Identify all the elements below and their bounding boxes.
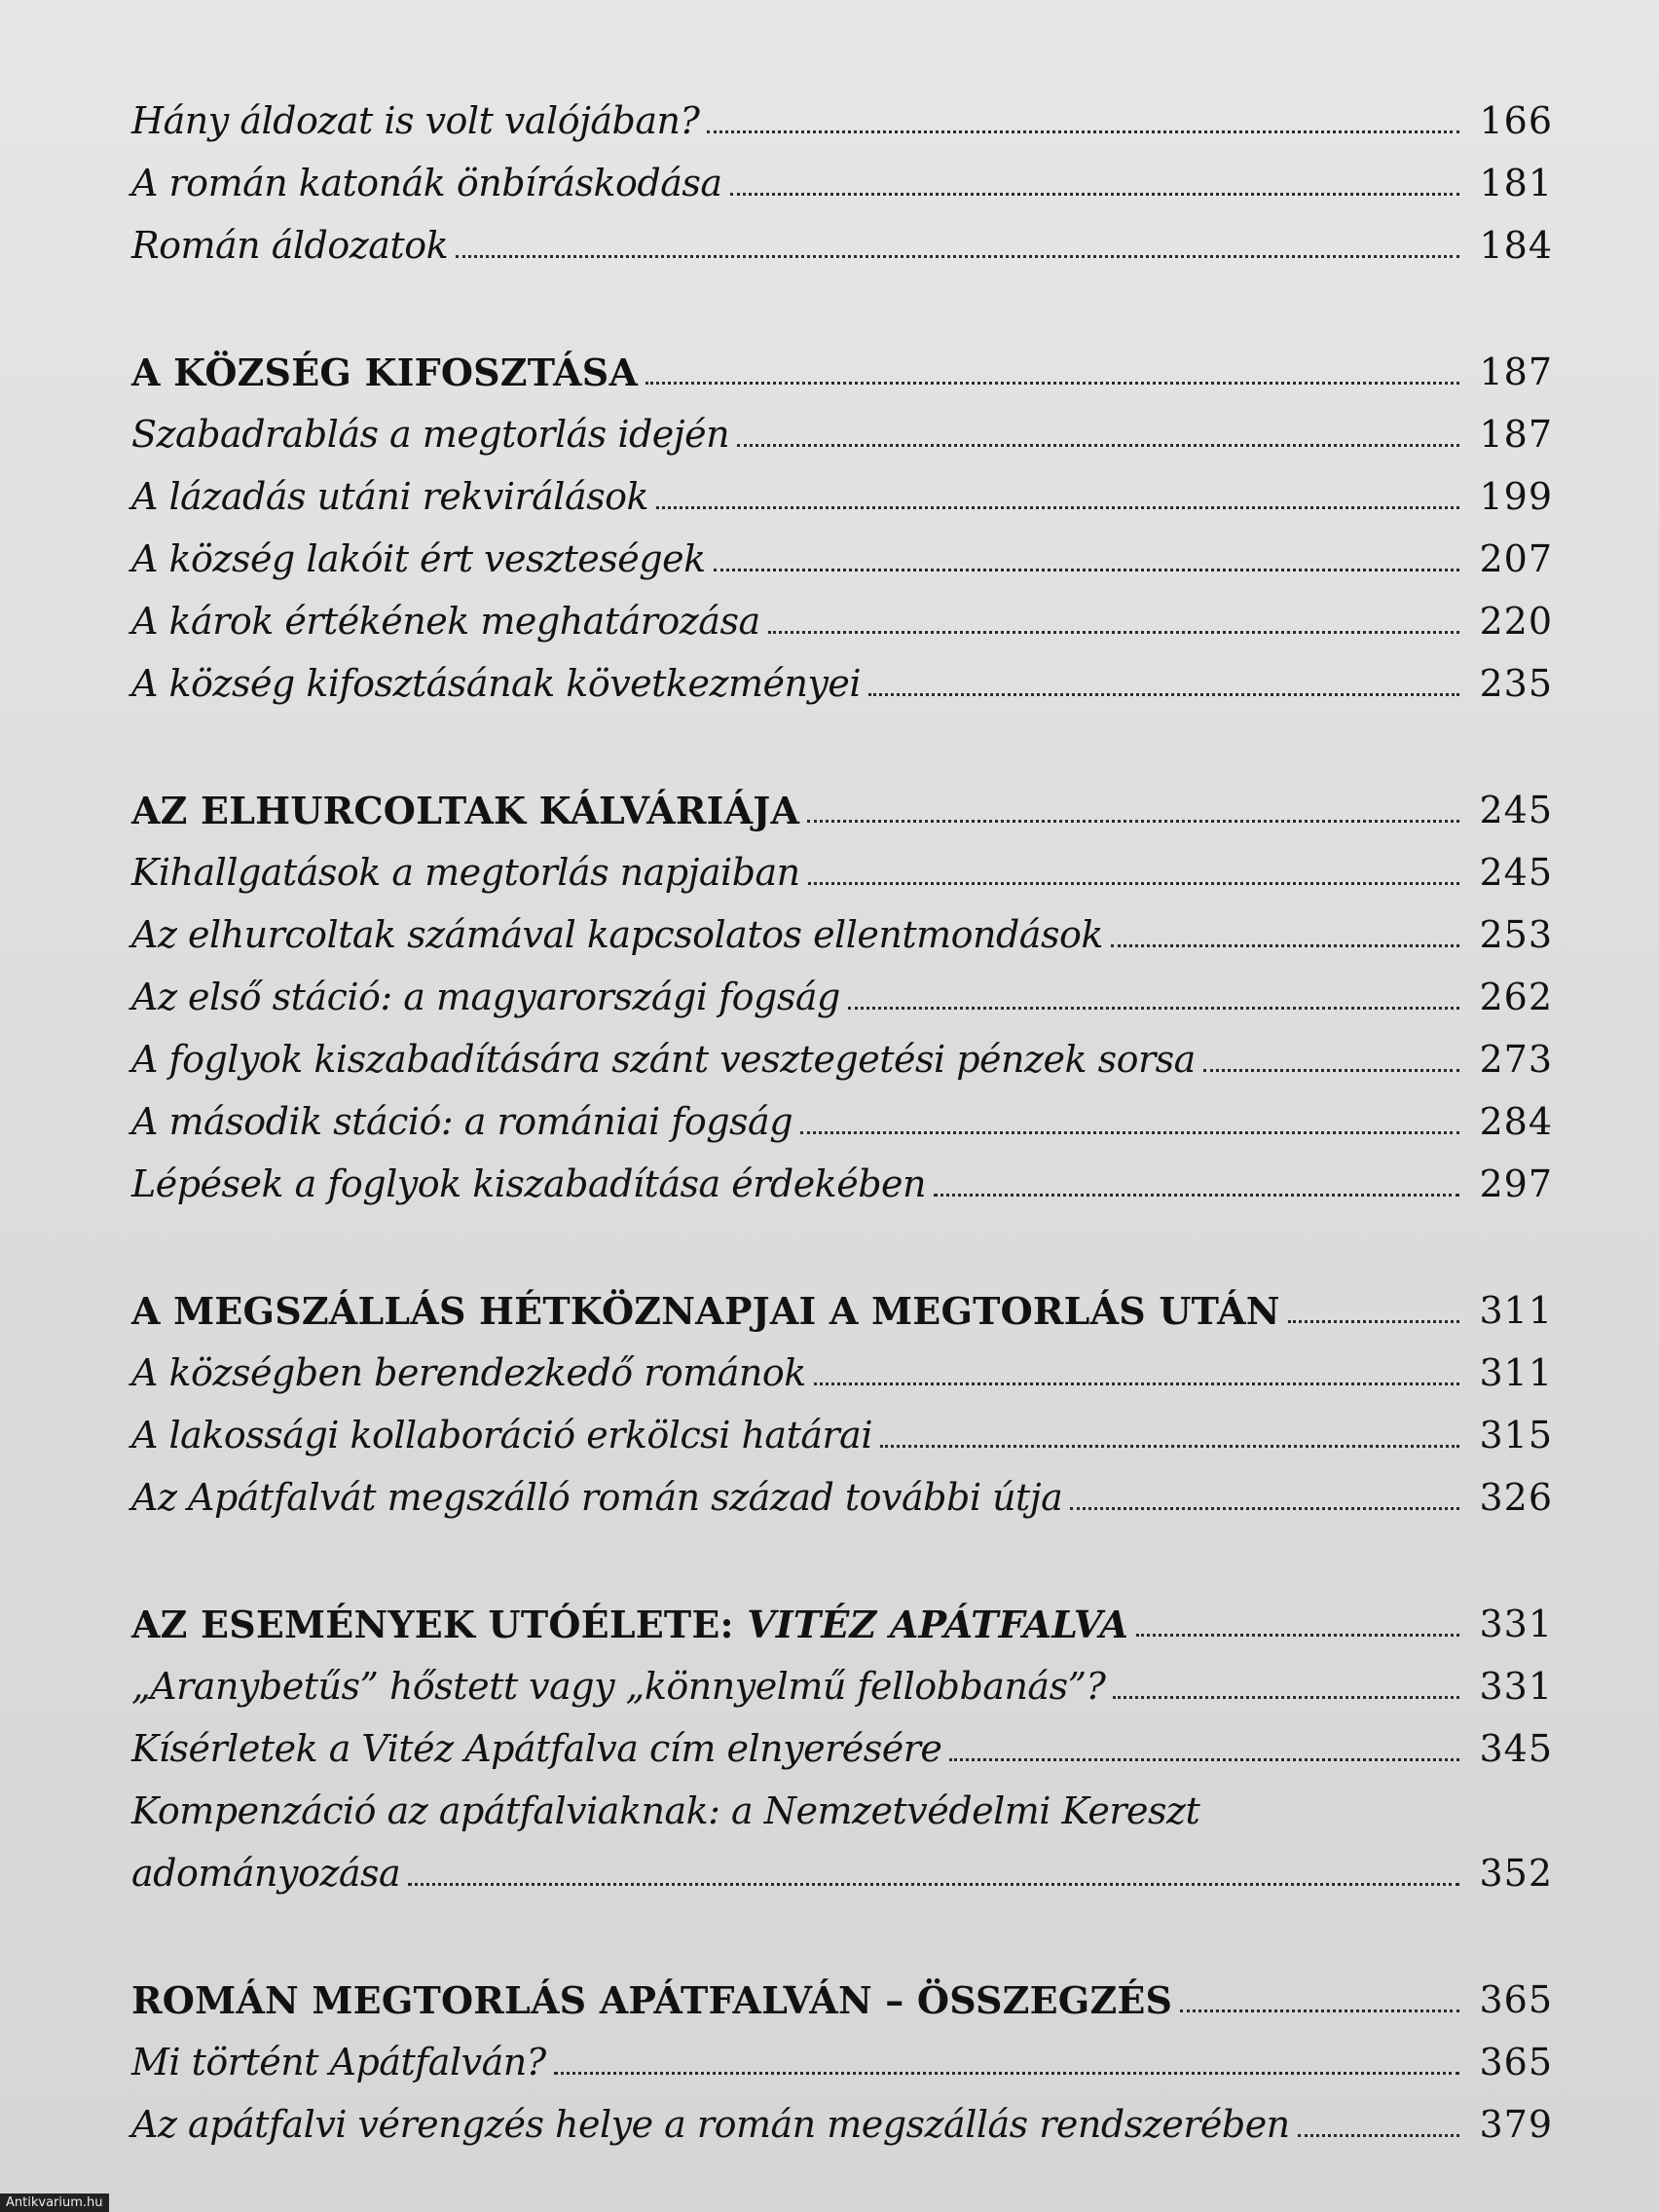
title-text: A foglyok kiszabadítására szánt vesztegetési pénzek sorsa bbox=[131, 1038, 1196, 1082]
toc-entry[interactable] bbox=[131, 1645, 1553, 1708]
title-text: Kihallgatások a megtorlás napjaiban bbox=[131, 851, 800, 895]
title-text: Szabadrablás a megtorlás idején bbox=[131, 413, 730, 457]
title-text: A károk értékének meghatározása bbox=[131, 600, 760, 644]
dot-leader bbox=[1113, 1696, 1459, 1699]
dot-leader bbox=[408, 1883, 1459, 1886]
dot-leader bbox=[1203, 1069, 1459, 1072]
dot-leader bbox=[808, 882, 1459, 885]
page-number: 297 bbox=[1479, 1162, 1553, 1206]
toc-entry-title bbox=[131, 226, 448, 267]
toc-entry[interactable] bbox=[131, 2083, 1553, 2146]
dot-leader bbox=[1070, 1507, 1459, 1510]
page-number: 245 bbox=[1479, 851, 1553, 895]
title-text: Az apátfalvi vérengzés helye a román megszállás rendszerében bbox=[131, 2103, 1290, 2147]
dot-leader bbox=[880, 1445, 1459, 1448]
title-italic-text: VITÉZ APÁTFALVA bbox=[747, 1603, 1129, 1647]
title-text: Kísérletek a Vitéz Apátfalva cím elnyerésére bbox=[131, 1727, 942, 1771]
dot-leader bbox=[707, 130, 1459, 133]
toc-entry[interactable] bbox=[131, 393, 1553, 456]
toc-entry[interactable] bbox=[131, 1456, 1553, 1519]
toc-entry[interactable] bbox=[131, 580, 1553, 643]
toc-entry-title bbox=[131, 1040, 1196, 1081]
toc-entry-title bbox=[131, 1353, 806, 1394]
dot-leader bbox=[1136, 1634, 1459, 1637]
toc-entry-title bbox=[131, 415, 729, 456]
watermark-label: Antikvarium.hu bbox=[0, 2194, 109, 2212]
section-gap bbox=[131, 267, 1553, 331]
toc-entry-title bbox=[131, 1102, 793, 1143]
toc-entry-title bbox=[131, 1667, 1105, 1708]
page-number: 253 bbox=[1479, 913, 1553, 957]
toc-section-heading[interactable] bbox=[131, 1583, 1553, 1645]
page-number: 365 bbox=[1479, 2041, 1553, 2084]
section-title bbox=[131, 1291, 1280, 1332]
dot-leader bbox=[714, 569, 1459, 571]
section-title bbox=[131, 352, 638, 393]
toc-entry[interactable] bbox=[131, 1081, 1553, 1143]
dot-leader bbox=[807, 820, 1459, 823]
toc-entry-title bbox=[131, 539, 706, 580]
title-text: Lépések a foglyok kiszabadítása érdekében bbox=[131, 1162, 926, 1206]
page-number: 184 bbox=[1479, 224, 1553, 268]
page-number: 379 bbox=[1479, 2103, 1553, 2147]
toc-entry[interactable] bbox=[131, 1143, 1553, 1205]
title-text: Hány áldozat is volt valójában? bbox=[131, 99, 700, 143]
title-text: Az első stáció: a magyarországi fogság bbox=[131, 976, 840, 1019]
toc-entry-title bbox=[131, 1164, 926, 1205]
page-number: 181 bbox=[1479, 162, 1553, 205]
title-text: Mi történt Apátfalván? bbox=[131, 2041, 546, 2084]
dot-leader bbox=[656, 506, 1459, 509]
page-number: 235 bbox=[1479, 662, 1553, 706]
toc-entry[interactable] bbox=[131, 518, 1553, 580]
title-text: Az Apátfalvát megszálló román század további útja bbox=[131, 1476, 1063, 1520]
toc-entry[interactable] bbox=[131, 142, 1553, 204]
toc-section-heading[interactable] bbox=[131, 1959, 1553, 2021]
toc-entry-title bbox=[131, 477, 648, 518]
section-gap bbox=[131, 1895, 1553, 1959]
toc-entry-title bbox=[131, 915, 1103, 956]
title-text: ROMÁN MEGTORLÁS APÁTFALVÁN – ÖSSZEGZÉS bbox=[131, 1978, 1173, 2023]
title-text: A román katonák önbíráskodása bbox=[131, 162, 722, 205]
page-number: 315 bbox=[1479, 1414, 1553, 1457]
toc-entry-title bbox=[131, 164, 722, 204]
dot-leader bbox=[554, 2072, 1459, 2075]
toc-entry[interactable] bbox=[131, 643, 1553, 705]
page-number: 331 bbox=[1479, 1665, 1553, 1709]
section-title bbox=[131, 1604, 1128, 1645]
toc-entry[interactable] bbox=[131, 1018, 1553, 1081]
title-text: A KÖZSÉG KIFOSZTÁSA bbox=[131, 350, 639, 395]
page-number: 331 bbox=[1479, 1603, 1553, 1646]
page-number: 352 bbox=[1479, 1852, 1553, 1896]
dot-leader bbox=[768, 631, 1459, 634]
title-text: A lázadás utáni rekvirálások bbox=[131, 475, 649, 519]
page-number: 220 bbox=[1479, 600, 1553, 644]
toc-entry-title bbox=[131, 1416, 872, 1456]
section-gap bbox=[131, 705, 1553, 769]
title-text: A MEGSZÁLLÁS HÉTKÖZNAPJAI A MEGTORLÁS UTÁN bbox=[131, 1289, 1280, 1334]
toc-entry[interactable] bbox=[131, 894, 1553, 956]
toc-entry-title bbox=[131, 602, 760, 643]
dot-leader bbox=[737, 444, 1459, 447]
toc-section-heading[interactable] bbox=[131, 769, 1553, 831]
dot-leader bbox=[814, 1382, 1459, 1385]
toc-entry-title bbox=[131, 977, 840, 1018]
page-number: 245 bbox=[1479, 789, 1553, 832]
page-number: 326 bbox=[1479, 1476, 1553, 1520]
toc-entry[interactable] bbox=[131, 1708, 1553, 1770]
toc-entry-title: adományozása bbox=[131, 1852, 401, 1896]
dot-leader bbox=[800, 1131, 1459, 1134]
toc-entry[interactable] bbox=[131, 956, 1553, 1018]
dot-leader bbox=[1298, 2134, 1459, 2137]
title-text: A második stáció: a romániai fogság bbox=[131, 1100, 793, 1144]
dot-leader bbox=[1111, 944, 1459, 947]
dot-leader bbox=[730, 193, 1459, 196]
page-number: 273 bbox=[1479, 1038, 1553, 1082]
title-text: A lakossági kollaboráció erkölcsi határai bbox=[131, 1414, 872, 1457]
dot-leader bbox=[848, 1007, 1459, 1010]
page-number: 311 bbox=[1479, 1351, 1553, 1395]
page-number: 199 bbox=[1479, 475, 1553, 519]
dot-leader bbox=[1180, 2009, 1459, 2012]
toc-entry[interactable] bbox=[131, 831, 1553, 894]
page-number: 187 bbox=[1479, 350, 1553, 394]
toc-entry[interactable] bbox=[131, 1770, 1553, 1832]
toc-entry[interactable] bbox=[131, 1332, 1553, 1394]
section-title bbox=[131, 1980, 1172, 2021]
page-number: 207 bbox=[1479, 537, 1553, 581]
title-text: „Aranybetűs” hőstett vagy „könnyelmű fellobbanás”? bbox=[131, 1665, 1106, 1709]
toc-entry-title bbox=[131, 1729, 941, 1770]
page-number: 365 bbox=[1479, 1978, 1553, 2022]
table-of-contents bbox=[131, 80, 1553, 2146]
dot-leader bbox=[868, 693, 1459, 696]
page-number: 311 bbox=[1479, 1289, 1553, 1333]
section-gap bbox=[131, 1519, 1553, 1583]
page-number: 187 bbox=[1479, 413, 1553, 457]
title-text: Az elhurcoltak számával kapcsolatos ellentmondások bbox=[131, 913, 1103, 957]
toc-section-heading[interactable] bbox=[131, 1270, 1553, 1332]
toc-section-heading[interactable] bbox=[131, 331, 1553, 393]
toc-entry[interactable] bbox=[131, 80, 1553, 142]
toc-entry[interactable] bbox=[131, 456, 1553, 518]
title-text: A község kifosztásának következményei bbox=[131, 662, 862, 706]
toc-entry-title bbox=[131, 2105, 1290, 2146]
dot-leader bbox=[934, 1194, 1459, 1197]
section-gap bbox=[131, 1205, 1553, 1270]
toc-entry-title bbox=[131, 2043, 546, 2083]
toc-entry[interactable] bbox=[131, 2021, 1553, 2083]
toc-entry-title bbox=[131, 664, 861, 705]
toc-entry[interactable] bbox=[131, 1394, 1553, 1456]
title-text: A község lakóit ért veszteségek bbox=[131, 537, 706, 581]
page-number: 166 bbox=[1479, 99, 1553, 143]
dot-leader bbox=[645, 382, 1459, 385]
title-text: AZ ESEMÉNYEK UTÓÉLETE: bbox=[131, 1603, 748, 1647]
toc-entry-title bbox=[131, 853, 800, 894]
dot-leader bbox=[456, 255, 1459, 258]
page-number: 284 bbox=[1479, 1100, 1553, 1144]
toc-entry[interactable] bbox=[131, 204, 1553, 267]
title-text: Román áldozatok bbox=[131, 224, 449, 268]
section-title bbox=[131, 791, 799, 831]
toc-entry-title: Kompenzáció az apátfalviaknak: a Nemzetvédelmi Kereszt bbox=[131, 1789, 1200, 1833]
page-number: 345 bbox=[1479, 1727, 1553, 1771]
title-text: AZ ELHURCOLTAK KÁLVÁRIÁJA bbox=[131, 789, 800, 833]
toc-entry-title bbox=[131, 1478, 1062, 1519]
page-number: 262 bbox=[1479, 976, 1553, 1019]
toc-entry-title bbox=[131, 101, 699, 142]
dot-leader bbox=[949, 1758, 1459, 1761]
title-text: A községben berendezkedő románok bbox=[131, 1351, 806, 1395]
dot-leader bbox=[1288, 1320, 1459, 1323]
toc-entry-continuation[interactable] bbox=[131, 1832, 1553, 1895]
